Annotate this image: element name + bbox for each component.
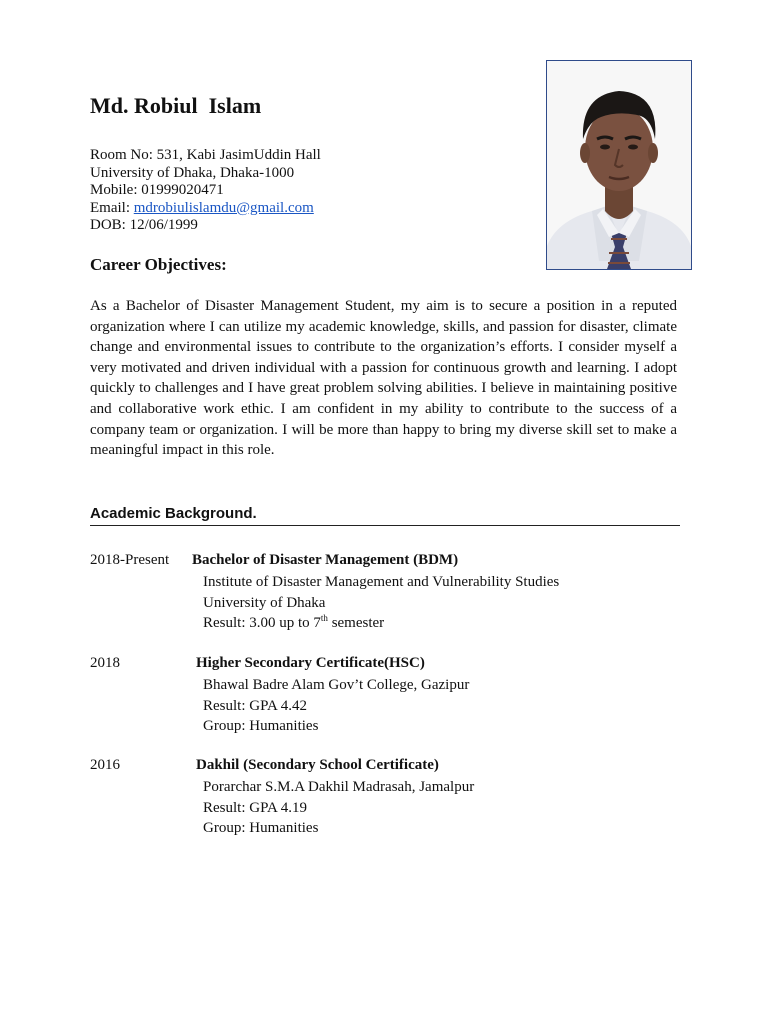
address-line-1: Room No: 531, Kabi JasimUddin Hall xyxy=(90,147,321,163)
email-line xyxy=(90,200,321,218)
entry-degree: Dakhil (Secondary School Certificate) xyxy=(196,757,439,773)
candidate-name: Md. Robiul Islam xyxy=(90,93,262,118)
contact-block xyxy=(90,147,321,235)
dob-label: DOB: xyxy=(90,217,130,233)
email-label: Email: xyxy=(90,199,134,216)
mobile-number: 01999020471 xyxy=(141,182,224,198)
profile-photo xyxy=(546,60,692,270)
career-objectives-heading: Career Objectives: xyxy=(90,255,227,274)
dob-line xyxy=(90,217,321,235)
career-objectives-text: As a Bachelor of Disaster Management Student, my aim is to secure a position in a reputed organization where I can utilize my academic knowledge, skills, and passion for disaster, climate change and environmental issues to contribute to the organization’s efforts. I consider myself a very motivated and driven individual with a passion for continuous growth and learning. I adopt quickly to challenges and I have great problem solving abilities. I believe in maintaining positive and collaborative work ethic. I am confident in my ability to contribute to the success of a company team or organization. I will be more than happy to bring my diverse skill set to make a meaningful impact in this role. xyxy=(90,298,677,459)
entry-institution: Institute of Disaster Management and Vulnerability Studies xyxy=(203,574,560,590)
result-superscript: th xyxy=(320,613,328,624)
email-link[interactable]: mdrobiulislamdu@gmail.com xyxy=(133,199,314,216)
entry-university: University of Dhaka xyxy=(203,594,326,611)
result-suffix: semester xyxy=(327,615,385,632)
entry-group: Group: Humanities xyxy=(203,820,319,837)
section-divider xyxy=(90,525,680,526)
entry-institution: Bhawal Badre Alam Gov’t College, Gazipur xyxy=(203,677,470,693)
entry-institution: Porarchar S.M.A Dakhil Madrasah, Jamalpur xyxy=(203,779,475,795)
entry-degree: Higher Secondary Certificate(HSC) xyxy=(196,655,425,671)
mobile-line xyxy=(90,182,321,200)
entry-result xyxy=(203,613,559,634)
entry-year: 2016 xyxy=(90,757,120,773)
entry-year: 2018 xyxy=(90,655,120,671)
entry-result: Result: GPA 4.42 xyxy=(203,697,308,714)
mobile-label: Mobile: xyxy=(90,182,142,198)
address-line-2: University of Dhaka, Dhaka-1000 xyxy=(90,164,295,181)
academic-background-heading: Academic Background. xyxy=(90,505,257,522)
entry-year: 2018-Present xyxy=(90,552,170,568)
dob-value: 12/06/1999 xyxy=(129,217,198,233)
result-prefix: Result: 3.00 up to 7 xyxy=(203,615,321,632)
entry-group: Group: Humanities xyxy=(203,718,319,735)
entry-result: Result: GPA 4.19 xyxy=(203,799,308,816)
portrait-image xyxy=(547,61,691,269)
entry-degree: Bachelor of Disaster Management (BDM) xyxy=(192,552,459,568)
